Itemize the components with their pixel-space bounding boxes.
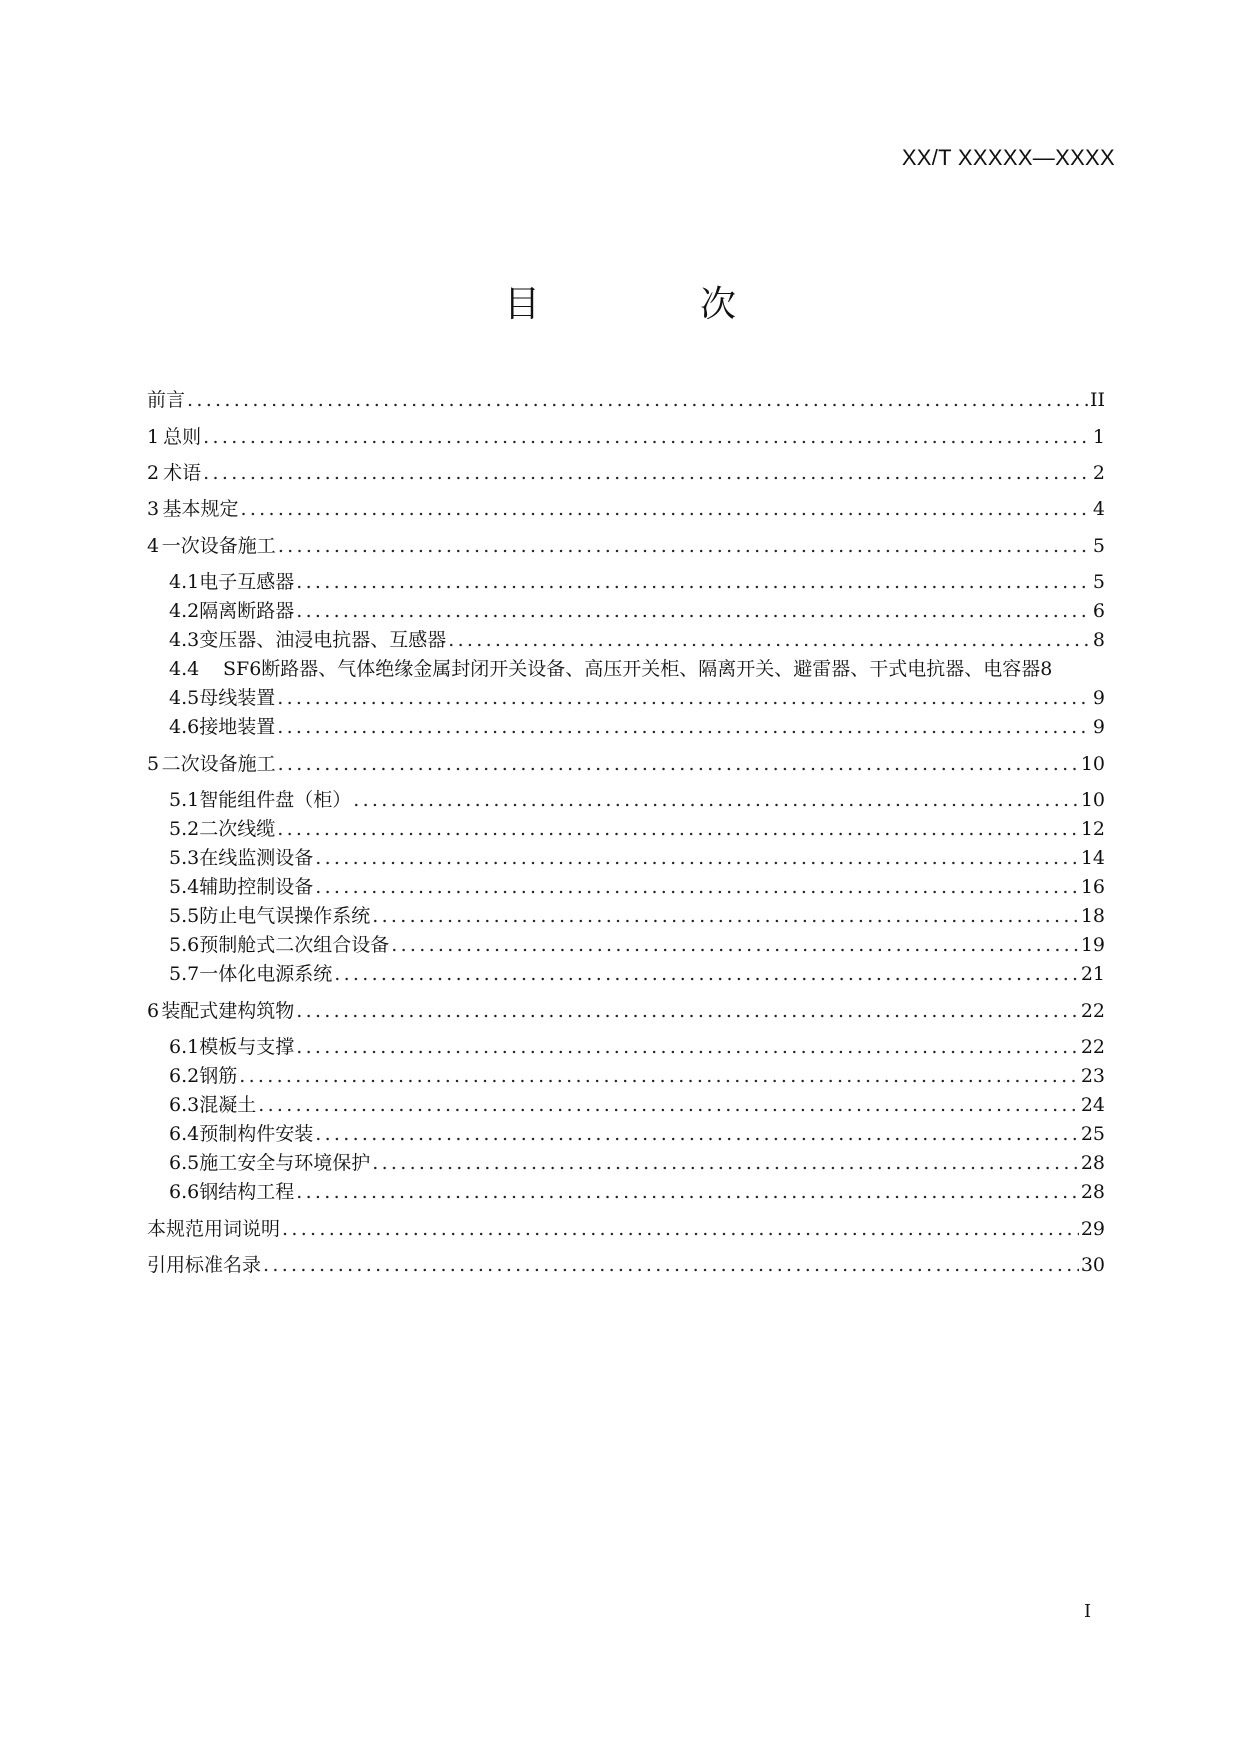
toc-entry-page: 6 <box>1092 600 1105 622</box>
toc-dot-leader <box>448 629 1091 651</box>
toc-entry-page: 2 <box>1092 462 1105 484</box>
toc-entry-label: 电子互感器 <box>199 571 295 593</box>
toc-entry-label: 防止电气误操作系统 <box>199 905 371 927</box>
toc-dot-leader <box>241 498 1091 520</box>
toc-entry-page: 22 <box>1080 1000 1105 1022</box>
toc-entry-number: 6.4 <box>169 1123 200 1145</box>
toc-entry-label: 混凝土 <box>199 1094 257 1116</box>
toc-entry[interactable] <box>147 1250 1105 1280</box>
toc-entry[interactable] <box>169 596 1105 626</box>
toc-entry[interactable] <box>147 494 1105 524</box>
toc-entry-label: 接地装置 <box>199 716 276 738</box>
toc-entry-label: 一次设备施工 <box>161 535 276 557</box>
toc-entry-number: 6.5 <box>169 1152 200 1174</box>
toc-entry-number: 4.3 <box>169 629 200 651</box>
toc-entry-number: 4.5 <box>169 687 200 709</box>
toc-dot-leader <box>277 716 1091 738</box>
toc-entry-page: 28 <box>1080 1181 1105 1203</box>
toc-entry-number: 5.6 <box>169 934 200 956</box>
toc-entry[interactable] <box>169 1090 1105 1120</box>
toc-entry[interactable] <box>169 683 1105 713</box>
toc-entry-label: 在线监测设备 <box>199 847 314 869</box>
toc-entry-page: 4 <box>1092 498 1105 520</box>
toc-entry-label: SF6断路器、气体绝缘金属封闭开关设备、高压开关柜、隔离开关、避雷器、干式电抗器、电容器 <box>223 658 1041 680</box>
toc-entry-number: 4.4 <box>169 658 200 680</box>
toc-entry-page: 19 <box>1080 934 1105 956</box>
toc-entry-page: 9 <box>1092 687 1105 709</box>
toc-dot-leader <box>296 1181 1079 1203</box>
toc-entry-number: 4 <box>147 535 160 557</box>
page-number: I <box>1084 1601 1092 1622</box>
toc-entry-page: 5 <box>1092 535 1105 557</box>
toc-entry[interactable] <box>169 1119 1105 1149</box>
toc-entry-page: 23 <box>1080 1065 1105 1087</box>
toc-dot-leader <box>372 905 1079 927</box>
toc-entry-label: 辅助控制设备 <box>199 876 314 898</box>
toc-entry-label: 预制构件安装 <box>199 1123 314 1145</box>
toc-entry[interactable] <box>147 385 1105 415</box>
toc-entry-page: 10 <box>1080 753 1105 775</box>
toc-entry-label: 母线装置 <box>199 687 276 709</box>
toc-entry[interactable] <box>169 1061 1105 1091</box>
toc-entry[interactable] <box>169 567 1105 597</box>
toc-entry[interactable] <box>169 814 1105 844</box>
toc-entry-number: 2 <box>147 462 160 484</box>
toc-entry-page: 8 <box>1040 658 1053 680</box>
toc-entry-number: 5.4 <box>169 876 200 898</box>
toc-entry[interactable] <box>169 1177 1105 1207</box>
toc-entry-number: 5.7 <box>169 963 200 985</box>
toc-dot-leader <box>296 1036 1079 1058</box>
toc-entry[interactable] <box>169 872 1105 902</box>
toc-entry-number: 6 <box>147 1000 160 1022</box>
toc-entry-number: 6.1 <box>169 1036 200 1058</box>
toc-entry-number: 5 <box>147 753 160 775</box>
toc-dot-leader <box>278 753 1079 775</box>
toc-entry-label: 前言 <box>147 389 186 411</box>
toc-entry-page: 24 <box>1080 1094 1105 1116</box>
toc-dot-leader <box>282 1218 1079 1240</box>
toc-entry-number: 5.3 <box>169 847 200 869</box>
toc-entry-label: 智能组件盘（柜） <box>199 789 352 811</box>
toc-entry[interactable] <box>147 531 1105 561</box>
toc-dot-leader <box>258 1094 1079 1116</box>
toc-entry-number: 4.2 <box>169 600 200 622</box>
toc-dot-leader <box>187 389 1088 411</box>
toc-dot-leader <box>277 687 1091 709</box>
toc-entry-label: 一体化电源系统 <box>199 963 333 985</box>
toc-entry-label: 变压器、油浸电抗器、互感器 <box>199 629 447 651</box>
toc-entry-number: 5.1 <box>169 789 200 811</box>
toc-dot-leader <box>391 934 1079 956</box>
toc-entry-page: II <box>1089 389 1105 411</box>
toc-dot-leader <box>372 1152 1079 1174</box>
toc-entry-label: 术语 <box>163 462 202 484</box>
toc-dot-leader <box>296 1000 1079 1022</box>
toc-entry[interactable] <box>169 930 1105 960</box>
toc-entry-page: 25 <box>1080 1123 1105 1145</box>
toc-entry-label: 总则 <box>163 426 202 448</box>
toc-entry-page: 12 <box>1080 818 1105 840</box>
toc-dot-leader <box>277 818 1079 840</box>
toc-dot-leader <box>278 535 1091 557</box>
toc-entry-label: 二次设备施工 <box>161 753 276 775</box>
toc-dot-leader <box>239 1065 1079 1087</box>
document-code: XX/T XXXXX—XXXX <box>901 145 1115 170</box>
toc-entry-page: 8 <box>1092 629 1105 651</box>
toc-entry-number: 3 <box>147 498 160 520</box>
toc-entry-page: 21 <box>1080 963 1105 985</box>
toc-entry-page: 1 <box>1092 426 1105 448</box>
toc-entry[interactable] <box>169 959 1105 989</box>
toc-entry[interactable] <box>169 654 1105 684</box>
toc-dot-leader <box>353 789 1079 811</box>
toc-entry[interactable] <box>147 996 1105 1026</box>
toc-entry-label: 模板与支撑 <box>199 1036 295 1058</box>
toc-entry-label: 基本规定 <box>162 498 239 520</box>
toc-dot-leader <box>334 963 1079 985</box>
toc-entry[interactable] <box>169 712 1105 742</box>
toc-entry[interactable] <box>169 1032 1105 1062</box>
toc-dot-leader <box>203 426 1091 448</box>
toc-title: 目 次 <box>503 284 798 325</box>
toc-entry-page: 9 <box>1092 716 1105 738</box>
toc-dot-leader <box>263 1254 1079 1276</box>
toc-entry-page: 16 <box>1080 876 1105 898</box>
toc-entry[interactable] <box>169 1148 1105 1178</box>
toc-entry-label: 施工安全与环境保护 <box>199 1152 371 1174</box>
toc-entry[interactable] <box>147 1214 1105 1244</box>
toc-entry-label: 装配式建构筑物 <box>161 1000 295 1022</box>
toc-entry-page: 28 <box>1080 1152 1105 1174</box>
toc-dot-leader <box>296 600 1091 622</box>
toc-entry-label: 二次线缆 <box>199 818 276 840</box>
toc-entry-page: 18 <box>1080 905 1105 927</box>
toc-entry[interactable] <box>169 785 1105 815</box>
toc-entry[interactable] <box>147 458 1105 488</box>
toc-dot-leader <box>315 876 1079 898</box>
toc-entry-label: 隔离断路器 <box>199 600 295 622</box>
toc-entry-page: 30 <box>1080 1254 1105 1276</box>
toc-entry-page: 10 <box>1080 789 1105 811</box>
toc-entry-number: 4.6 <box>169 716 200 738</box>
toc-entry-number: 6.3 <box>169 1094 200 1116</box>
toc-entry-label: 本规范用词说明 <box>147 1218 281 1240</box>
toc-entry[interactable] <box>147 422 1105 452</box>
toc-entry[interactable] <box>169 901 1105 931</box>
toc-entry-number: 5.2 <box>169 818 200 840</box>
toc-entry-label: 预制舱式二次组合设备 <box>199 934 390 956</box>
toc-entry-label: 钢筋 <box>199 1065 238 1087</box>
toc-entry-page: 29 <box>1080 1218 1105 1240</box>
toc-entry-number: 1 <box>147 426 160 448</box>
toc-entry-number: 6.6 <box>169 1181 200 1203</box>
toc-dot-leader <box>315 1123 1079 1145</box>
toc-entry-label: 引用标准名录 <box>147 1254 262 1276</box>
toc-entry[interactable] <box>147 749 1105 779</box>
toc-dot-leader <box>203 462 1091 484</box>
toc-dot-leader <box>315 847 1079 869</box>
toc-entry-number: 6.2 <box>169 1065 200 1087</box>
toc-entry-number: 5.5 <box>169 905 200 927</box>
toc-entry-page: 22 <box>1080 1036 1105 1058</box>
toc-entry-page: 5 <box>1092 571 1105 593</box>
toc-entry-label: 钢结构工程 <box>199 1181 295 1203</box>
toc-entry-number: 4.1 <box>169 571 200 593</box>
toc-entry[interactable] <box>169 625 1105 655</box>
toc-dot-leader <box>296 571 1091 593</box>
toc-entry-page: 14 <box>1080 847 1105 869</box>
toc-entry[interactable] <box>169 843 1105 873</box>
